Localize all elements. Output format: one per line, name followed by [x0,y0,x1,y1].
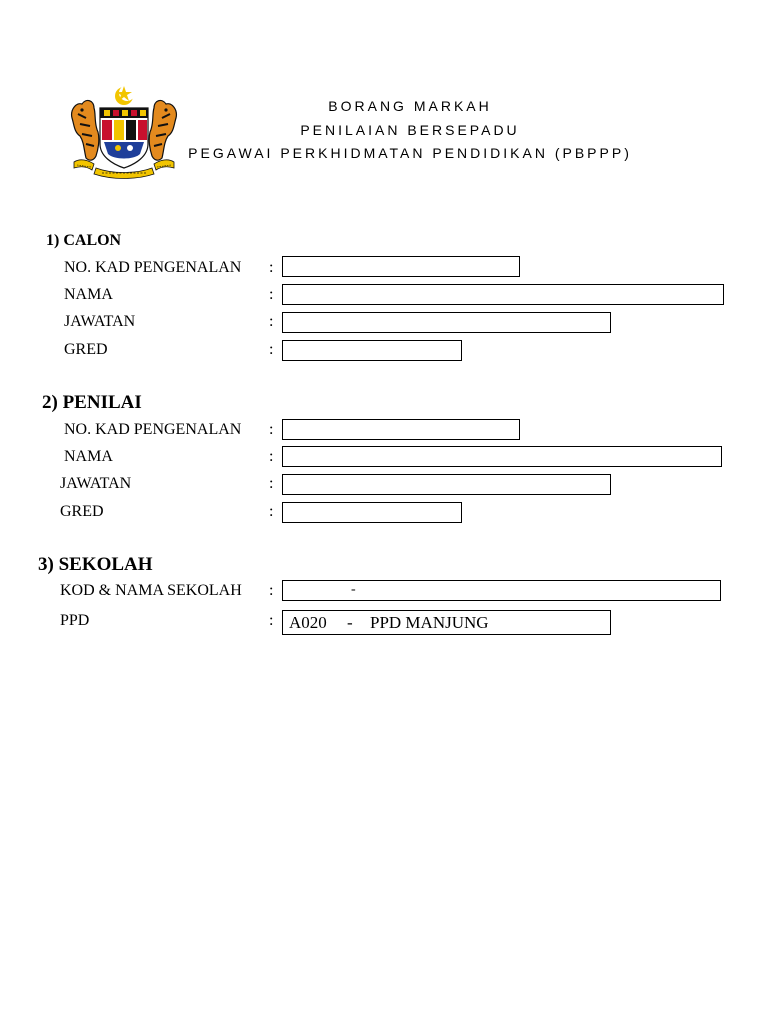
section-title-penilai: 2) PENILAI [42,392,142,413]
school-input[interactable] [282,580,721,601]
colon: : [269,341,274,358]
colon: : [269,582,274,599]
left-tiger-icon [72,101,99,161]
school-value: - [351,582,356,597]
colon: : [269,286,274,303]
colon: : [269,313,274,330]
calon-position-label: JAWATAN [64,313,136,330]
ppd-name: PPD MANJUNG [370,613,489,632]
calon-name-label: NAMA [64,286,113,303]
ppd-input[interactable] [282,610,611,635]
penilai-ic-label: NO. KAD PENGENALAN [64,421,242,438]
penilai-name-input[interactable] [282,446,722,467]
calon-ic-input[interactable] [282,256,520,277]
crescent-star-icon [115,85,135,105]
ppd-code: A020 [289,613,327,632]
penilai-position-input[interactable] [282,474,611,495]
ppd-label: PPD [60,612,90,629]
calon-position-input[interactable] [282,312,611,333]
section-title-calon: 1) CALON [46,232,122,249]
ppd-separator: - [347,613,353,632]
colon: : [269,421,274,438]
form-title: BORANG MARKAH [328,98,492,114]
section-title-sekolah: 3) SEKOLAH [38,554,153,575]
penilai-grade-label: GRED [60,503,104,520]
colon: : [269,503,274,520]
calon-grade-label: GRED [64,341,108,358]
right-tiger-icon [149,101,176,161]
colon: : [269,259,274,276]
school-label: KOD & NAMA SEKOLAH [60,582,242,599]
coat-of-arms-emblem [66,84,182,180]
penilai-grade-input[interactable] [282,502,462,523]
form-subtitle-2: PEGAWAI PERKHIDMATAN PENDIDIKAN (PBPPP) [188,145,632,161]
penilai-position-label: JAWATAN [60,475,132,492]
colon: : [269,448,274,465]
colon: : [269,612,274,629]
shield-icon [100,108,148,168]
calon-name-input[interactable] [282,284,724,305]
penilai-ic-input[interactable] [282,419,520,440]
calon-ic-label: NO. KAD PENGENALAN [64,259,242,276]
penilai-name-label: NAMA [64,448,113,465]
calon-grade-input[interactable] [282,340,462,361]
form-subtitle: PENILAIAN BERSEPADU [300,122,520,138]
colon: : [269,475,274,492]
